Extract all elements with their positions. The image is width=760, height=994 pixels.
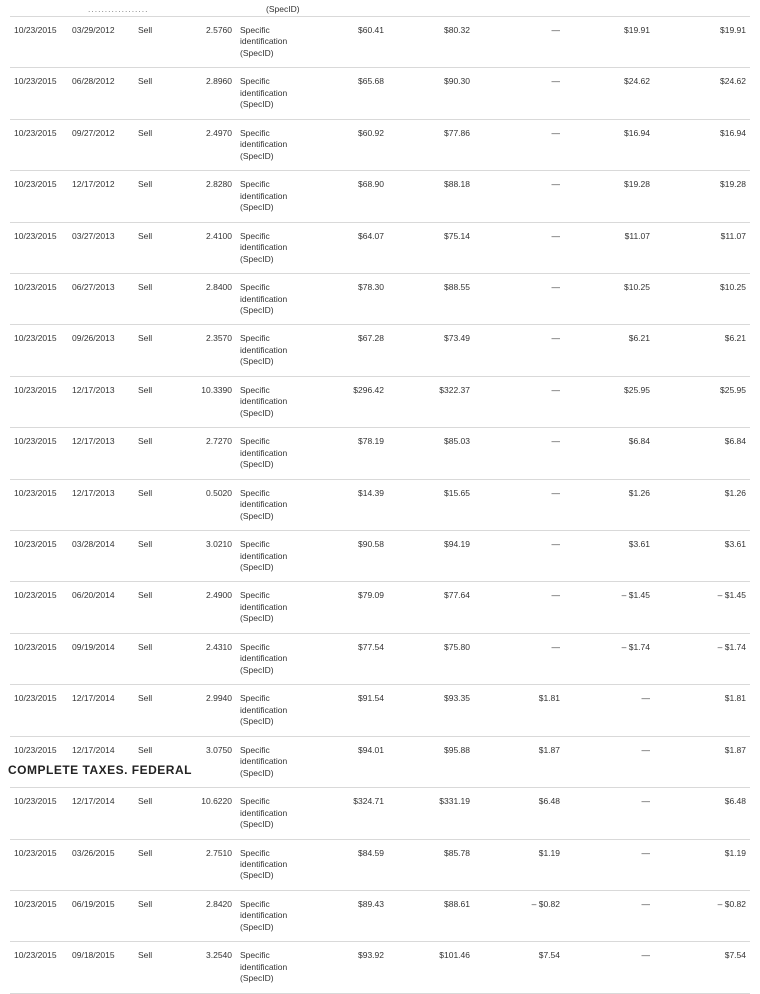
- cell-date-sold: 10/23/2015: [10, 839, 68, 890]
- cell-long-term-gain: —: [564, 890, 654, 941]
- cell-method: Specific identification (SpecID): [236, 788, 302, 839]
- cell-proceeds: $60.41: [302, 17, 388, 68]
- cell-date-sold: 10/23/2015: [10, 17, 68, 68]
- table-row: [10, 582, 750, 633]
- cell-cost-basis: $95.88: [388, 736, 474, 787]
- cell-cost-basis: $15.65: [388, 479, 474, 530]
- cell-total-gain: $6.48: [654, 788, 750, 839]
- cell-method: Specific identification (SpecID): [236, 531, 302, 582]
- cell-cost-basis: $322.37: [388, 376, 474, 427]
- cell-long-term-gain: —: [564, 839, 654, 890]
- cell-long-term-gain: – $1.74: [564, 633, 654, 684]
- cell-cost-basis: $77.86: [388, 119, 474, 170]
- cell-date-acquired: 03/29/2012: [68, 17, 134, 68]
- cell-method: Specific identification (SpecID): [236, 633, 302, 684]
- cell-date-sold: 10/23/2015: [10, 171, 68, 222]
- table-row: [10, 222, 750, 273]
- cell-type: Sell: [134, 119, 174, 170]
- cell-cost-basis: $73.49: [388, 325, 474, 376]
- cell-date-sold: 10/23/2015: [10, 788, 68, 839]
- cell-proceeds: $324.71: [302, 788, 388, 839]
- cell-long-term-gain: $10.25: [564, 274, 654, 325]
- cell-type: Sell: [134, 788, 174, 839]
- cell-date-acquired: 06/19/2015: [68, 890, 134, 941]
- cell-quantity: 10.6220: [174, 788, 236, 839]
- table-row: [10, 788, 750, 839]
- cell-total-gain: – $0.82: [654, 890, 750, 941]
- table-row: [10, 633, 750, 684]
- cell-type: Sell: [134, 582, 174, 633]
- cell-short-term-gain: $7.54: [474, 942, 564, 993]
- cell-date-sold: 10/23/2015: [10, 685, 68, 736]
- cell-proceeds: $68.90: [302, 171, 388, 222]
- table-row: [10, 17, 750, 68]
- cell-method: Specific identification (SpecID): [236, 119, 302, 170]
- cell-total-gain: $19.28: [654, 171, 750, 222]
- cell-method: Specific identification (SpecID): [236, 171, 302, 222]
- cell-long-term-gain: $3.61: [564, 531, 654, 582]
- cell-quantity: 2.3570: [174, 325, 236, 376]
- cell-date-acquired: 12/17/2013: [68, 428, 134, 479]
- cell-short-term-gain: —: [474, 119, 564, 170]
- cell-long-term-gain: $25.95: [564, 376, 654, 427]
- cell-type: Sell: [134, 736, 174, 787]
- cell-quantity: 2.7510: [174, 839, 236, 890]
- cell-total-gain: $25.95: [654, 376, 750, 427]
- table-row: [10, 942, 750, 993]
- cell-type: Sell: [134, 274, 174, 325]
- cell-date-sold: 10/23/2015: [10, 274, 68, 325]
- cell-type: Sell: [134, 222, 174, 273]
- cell-proceeds: $78.19: [302, 428, 388, 479]
- cell-long-term-gain: $19.28: [564, 171, 654, 222]
- cell-method: Specific identification (SpecID): [236, 736, 302, 787]
- cell-short-term-gain: —: [474, 325, 564, 376]
- cell-type: Sell: [134, 428, 174, 479]
- cell-quantity: 3.2540: [174, 942, 236, 993]
- cell-date-acquired: 12/17/2013: [68, 479, 134, 530]
- cell-long-term-gain: —: [564, 942, 654, 993]
- cell-cost-basis: $331.19: [388, 788, 474, 839]
- cell-type: Sell: [134, 376, 174, 427]
- cell-proceeds: $94.01: [302, 736, 388, 787]
- cell-date-acquired: 12/17/2013: [68, 376, 134, 427]
- cell-method: Specific identification (SpecID): [236, 428, 302, 479]
- cell-long-term-gain: —: [564, 736, 654, 787]
- cell-proceeds: $91.54: [302, 685, 388, 736]
- cell-proceeds: $77.54: [302, 633, 388, 684]
- cell-date-acquired: 09/19/2014: [68, 633, 134, 684]
- cell-short-term-gain: —: [474, 428, 564, 479]
- cell-long-term-gain: $19.91: [564, 17, 654, 68]
- cell-long-term-gain: $16.94: [564, 119, 654, 170]
- cell-quantity: 3.0210: [174, 531, 236, 582]
- cell-method: Specific identification (SpecID): [236, 890, 302, 941]
- cell-date-acquired: 06/27/2013: [68, 274, 134, 325]
- cropped-bottom-banner: [0, 763, 760, 778]
- cell-date-sold: 10/23/2015: [10, 119, 68, 170]
- cell-total-gain: $1.19: [654, 839, 750, 890]
- table-row: [10, 839, 750, 890]
- cell-date-acquired: 03/26/2015: [68, 839, 134, 890]
- cell-proceeds: $89.43: [302, 890, 388, 941]
- cell-total-gain: $19.91: [654, 17, 750, 68]
- table-row: [10, 325, 750, 376]
- cell-date-acquired: 09/27/2012: [68, 119, 134, 170]
- cell-method: Specific identification (SpecID): [236, 68, 302, 119]
- cell-cost-basis: $101.46: [388, 942, 474, 993]
- cell-date-sold: 10/23/2015: [10, 582, 68, 633]
- cell-total-gain: – $1.74: [654, 633, 750, 684]
- cell-short-term-gain: —: [474, 171, 564, 222]
- cell-short-term-gain: $6.48: [474, 788, 564, 839]
- cell-cost-basis: $75.80: [388, 633, 474, 684]
- cell-type: Sell: [134, 633, 174, 684]
- cell-date-acquired: 06/20/2014: [68, 582, 134, 633]
- cell-quantity: 2.4970: [174, 119, 236, 170]
- cell-short-term-gain: —: [474, 274, 564, 325]
- cell-quantity: 2.8400: [174, 274, 236, 325]
- cell-proceeds: $79.09: [302, 582, 388, 633]
- cell-type: Sell: [134, 325, 174, 376]
- cell-date-sold: 10/23/2015: [10, 68, 68, 119]
- cell-date-sold: 10/23/2015: [10, 942, 68, 993]
- cell-total-gain: $10.25: [654, 274, 750, 325]
- cell-cost-basis: $94.19: [388, 531, 474, 582]
- cell-cost-basis: $88.18: [388, 171, 474, 222]
- cell-date-sold: 10/23/2015: [10, 222, 68, 273]
- cell-date-sold: 10/23/2015: [10, 479, 68, 530]
- cell-quantity: 2.4310: [174, 633, 236, 684]
- cell-total-gain: $24.62: [654, 68, 750, 119]
- cell-short-term-gain: —: [474, 531, 564, 582]
- cell-method: Specific identification (SpecID): [236, 582, 302, 633]
- cell-short-term-gain: – $0.82: [474, 890, 564, 941]
- cell-date-acquired: 06/28/2012: [68, 68, 134, 119]
- cell-short-term-gain: $1.81: [474, 685, 564, 736]
- table-row: [10, 68, 750, 119]
- cell-cost-basis: $90.30: [388, 68, 474, 119]
- cell-long-term-gain: $1.26: [564, 479, 654, 530]
- cell-total-gain: $11.07: [654, 222, 750, 273]
- cell-long-term-gain: $6.21: [564, 325, 654, 376]
- table-row: [10, 376, 750, 427]
- cell-method: Specific identification (SpecID): [236, 376, 302, 427]
- cell-proceeds: $90.58: [302, 531, 388, 582]
- cell-proceeds: $64.07: [302, 222, 388, 273]
- table-row: [10, 531, 750, 582]
- cell-total-gain: $1.81: [654, 685, 750, 736]
- cell-date-acquired: 12/17/2014: [68, 788, 134, 839]
- cell-short-term-gain: —: [474, 633, 564, 684]
- cell-long-term-gain: —: [564, 788, 654, 839]
- cell-total-gain: – $1.45: [654, 582, 750, 633]
- cell-total-gain: $7.54: [654, 942, 750, 993]
- cell-short-term-gain: $1.19: [474, 839, 564, 890]
- cell-total-gain: $6.84: [654, 428, 750, 479]
- cell-long-term-gain: —: [564, 685, 654, 736]
- cell-method: Specific identification (SpecID): [236, 685, 302, 736]
- table-row: [10, 119, 750, 170]
- cell-proceeds: $78.30: [302, 274, 388, 325]
- cell-proceeds: $296.42: [302, 376, 388, 427]
- cell-short-term-gain: —: [474, 222, 564, 273]
- cell-cost-basis: $85.78: [388, 839, 474, 890]
- cell-proceeds: $93.92: [302, 942, 388, 993]
- cell-quantity: 2.8280: [174, 171, 236, 222]
- table-row: [10, 171, 750, 222]
- cell-quantity: 2.4900: [174, 582, 236, 633]
- cell-quantity: 10.3390: [174, 376, 236, 427]
- cell-cost-basis: $80.32: [388, 17, 474, 68]
- cell-long-term-gain: $6.84: [564, 428, 654, 479]
- cell-date-sold: 10/23/2015: [10, 325, 68, 376]
- cell-short-term-gain: —: [474, 17, 564, 68]
- table-row: [10, 890, 750, 941]
- table-row: [10, 479, 750, 530]
- cell-proceeds: $67.28: [302, 325, 388, 376]
- cell-quantity: 2.8420: [174, 890, 236, 941]
- cell-date-acquired: 03/28/2014: [68, 531, 134, 582]
- table-row: [10, 736, 750, 787]
- cell-short-term-gain: —: [474, 479, 564, 530]
- table-row: [10, 274, 750, 325]
- cell-method: Specific identification (SpecID): [236, 839, 302, 890]
- cell-short-term-gain: —: [474, 582, 564, 633]
- cell-cost-basis: $88.61: [388, 890, 474, 941]
- cell-date-acquired: 09/18/2015: [68, 942, 134, 993]
- cell-total-gain: $6.21: [654, 325, 750, 376]
- cell-proceeds: $60.92: [302, 119, 388, 170]
- cell-type: Sell: [134, 68, 174, 119]
- cell-total-gain: $16.94: [654, 119, 750, 170]
- capital-gains-table: [10, 17, 750, 994]
- cell-date-sold: 10/23/2015: [10, 890, 68, 941]
- cell-quantity: 2.5760: [174, 17, 236, 68]
- cell-date-acquired: 12/17/2014: [68, 685, 134, 736]
- dotted-leader: ..................: [88, 4, 149, 14]
- cell-date-sold: 10/23/2015: [10, 376, 68, 427]
- cell-cost-basis: $88.55: [388, 274, 474, 325]
- cell-cost-basis: $75.14: [388, 222, 474, 273]
- cell-date-acquired: 12/17/2014: [68, 736, 134, 787]
- cropped-top-row: [10, 0, 750, 17]
- cell-cost-basis: $77.64: [388, 582, 474, 633]
- cell-short-term-gain: —: [474, 68, 564, 119]
- cell-method: Specific identification (SpecID): [236, 942, 302, 993]
- cell-proceeds: $14.39: [302, 479, 388, 530]
- cell-date-sold: 10/23/2015: [10, 633, 68, 684]
- cell-short-term-gain: —: [474, 376, 564, 427]
- cell-type: Sell: [134, 171, 174, 222]
- cell-date-sold: 10/23/2015: [10, 531, 68, 582]
- cell-date-acquired: 03/27/2013: [68, 222, 134, 273]
- cell-long-term-gain: – $1.45: [564, 582, 654, 633]
- cell-type: Sell: [134, 890, 174, 941]
- cell-total-gain: $1.87: [654, 736, 750, 787]
- cell-quantity: 2.4100: [174, 222, 236, 273]
- cell-date-acquired: 12/17/2012: [68, 171, 134, 222]
- cell-quantity: 2.9940: [174, 685, 236, 736]
- cell-quantity: 3.0750: [174, 736, 236, 787]
- cell-cost-basis: $85.03: [388, 428, 474, 479]
- cell-cost-basis: $93.35: [388, 685, 474, 736]
- cell-method: Specific identification (SpecID): [236, 274, 302, 325]
- cell-method: Specific identification (SpecID): [236, 325, 302, 376]
- cell-method: Specific identification (SpecID): [236, 479, 302, 530]
- cell-type: Sell: [134, 839, 174, 890]
- cell-long-term-gain: $24.62: [564, 68, 654, 119]
- cell-type: Sell: [134, 17, 174, 68]
- cell-quantity: 2.7270: [174, 428, 236, 479]
- table-row: [10, 685, 750, 736]
- cell-quantity: 0.5020: [174, 479, 236, 530]
- cell-method: Specific identification (SpecID): [236, 17, 302, 68]
- cell-proceeds: $84.59: [302, 839, 388, 890]
- cell-date-sold: 10/23/2015: [10, 736, 68, 787]
- cell-type: Sell: [134, 531, 174, 582]
- cell-type: Sell: [134, 479, 174, 530]
- cell-long-term-gain: $11.07: [564, 222, 654, 273]
- cell-proceeds: $65.68: [302, 68, 388, 119]
- cell-date-sold: 10/23/2015: [10, 428, 68, 479]
- method-fragment: (SpecID): [266, 4, 300, 14]
- cell-total-gain: $3.61: [654, 531, 750, 582]
- cell-short-term-gain: $1.87: [474, 736, 564, 787]
- table-row: [10, 428, 750, 479]
- cell-quantity: 2.8960: [174, 68, 236, 119]
- cell-method: Specific identification (SpecID): [236, 222, 302, 273]
- cell-total-gain: $1.26: [654, 479, 750, 530]
- cell-type: Sell: [134, 685, 174, 736]
- cell-type: Sell: [134, 942, 174, 993]
- cell-date-acquired: 09/26/2013: [68, 325, 134, 376]
- bottom-banner-text: COMPLETE TAXES. FEDERAL: [8, 763, 192, 777]
